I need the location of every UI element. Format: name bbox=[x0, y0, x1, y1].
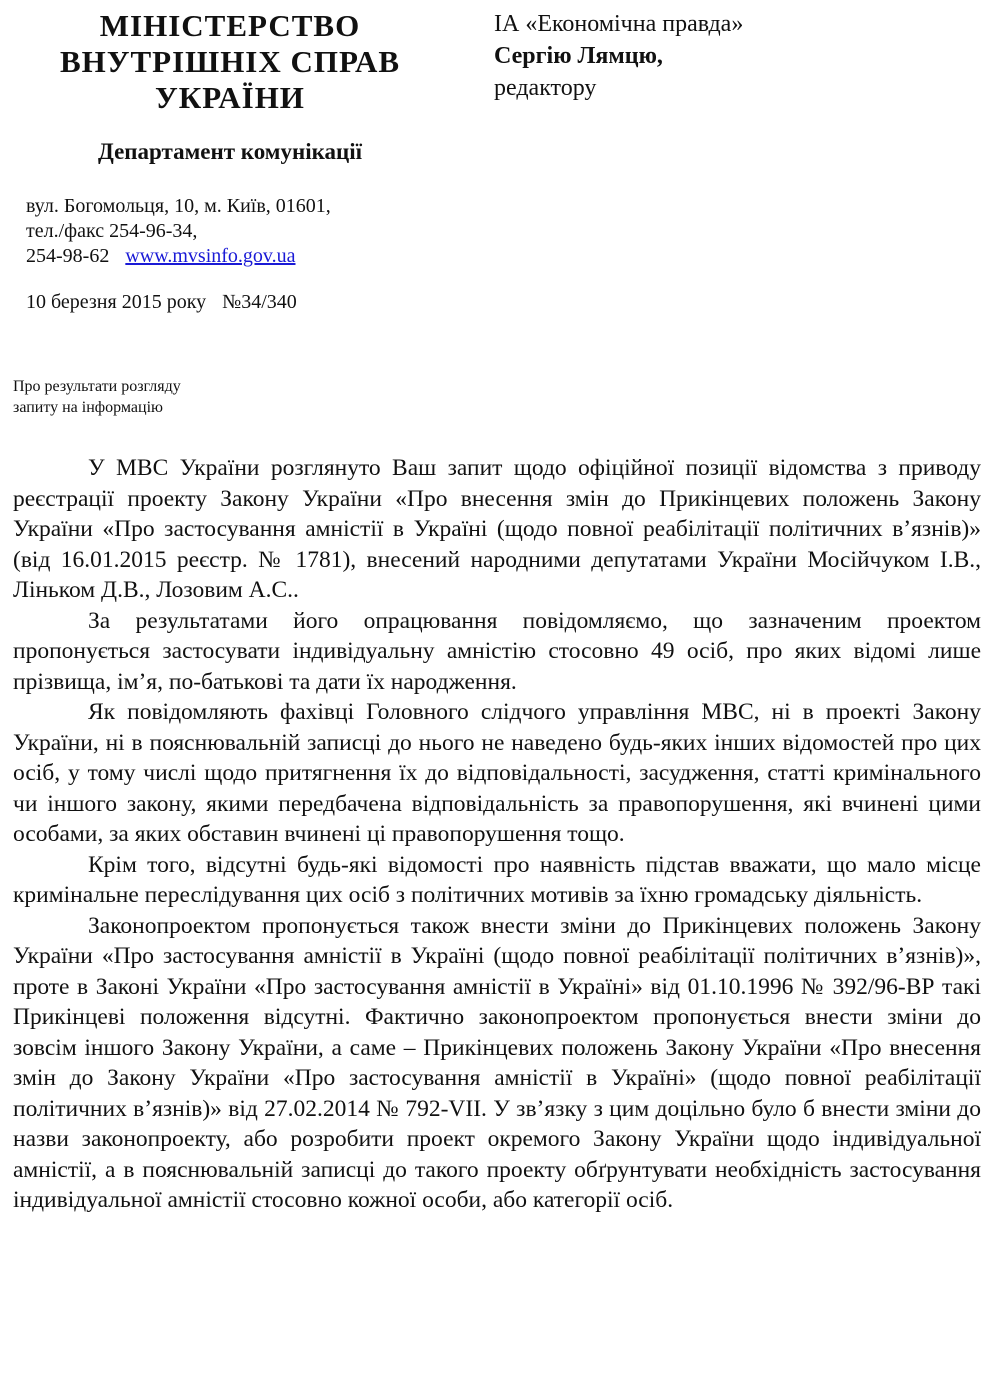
recipient-name: Сергію Лямцю, bbox=[494, 43, 663, 69]
recipient-position: редактору bbox=[494, 75, 597, 101]
date-number-line bbox=[26, 290, 440, 315]
letter-body bbox=[13, 453, 981, 1216]
recipient-agency: ІА «Економічна правда» bbox=[494, 11, 744, 37]
subject-block bbox=[13, 376, 181, 418]
subject-line: запиту на інформацію bbox=[13, 399, 163, 416]
ministry-title-line: МІНІСТЕРСТВО bbox=[99, 8, 361, 43]
address-line: вул. Богомольця, 10, м. Київ, 01601, bbox=[26, 195, 331, 217]
body-paragraph: Крім того, відсутні будь-які відомості про наявність підстав вважати, що мало місце кримінальне переслідування цих осіб з політичних мотивів за їхню громадську діяльність. bbox=[13, 851, 981, 908]
document-date: 10 березня 2015 року bbox=[26, 291, 207, 313]
phone-fax-line: тел./факс 254-96-34, bbox=[26, 220, 198, 242]
recipient-block bbox=[494, 8, 743, 104]
ministry-title bbox=[20, 8, 440, 116]
letterhead bbox=[20, 8, 440, 315]
body-paragraph: Як повідомляють фахівці Головного слідчого управління МВС, ні в проекті Закону України, ні в пояснювальній записці до нього не наведено будь-яких інших відомостей про цих осіб, у тому числі щодо притягнення їх до відповідальності, засудження, статті кримінального чи іншого закону, якими передбачена відповідальність за правопорушення, які вчинені цими особами, за яких обставин вчинені ці правопорушення тощо. bbox=[13, 699, 981, 847]
document-number: №34/340 bbox=[222, 291, 297, 313]
ministry-title-line: ВНУТРІШНІХ СПРАВ bbox=[59, 44, 401, 79]
ministry-title-line: УКРАЇНИ bbox=[155, 80, 305, 115]
subject-line: Про результати розгляду bbox=[13, 378, 181, 395]
body-paragraph: У МВС України розглянуто Ваш запит щодо офіційної позиції відомства з приводу реєстрації проекту Закону України «Про внесення змін до Прикінцевих положень Закону України «Про застосування амністії в Україні (щодо повної реабілітації політичних в’язнів)» (від 16.01.2015 реєстр. № 1781), внесений народними депутатами України Мосійчуком І.В., Ліньком Д.В., Лозовим А.С.. bbox=[13, 455, 981, 603]
contact-block bbox=[26, 194, 440, 269]
phone-website-line bbox=[26, 244, 440, 269]
body-paragraph: Законопроектом пропонується також внести зміни до Прикінцевих положень Закону України «Про застосування амністії в Україні (щодо повної реабілітації політичних в’язнів)», проте в Законі України «Про застосування амністії в Україні» від 01.10.1996 № 392/96-ВР такі Прикінцеві положення відсутні. Фактично законопроектом пропонується внести зміни до зовсім іншого Закону України, а саме – Прикінцевих положень Закону України «Про внесення змін до Закону України «Про застосування амністії в Україні» (щодо повної реабілітації політичних в’язнів)» від 27.02.2014 № 792-VII. У зв’язку з цим доцільно було б внести зміни до назви законопроекту, або розробити проект окремого Закону України щодо індивідуальної амністії, а в пояснювальній записці до такого проекту обґрунтувати необхідність застосування індивідуальної амністії стосовно кожної особи, або категорії осіб. bbox=[13, 912, 981, 1213]
body-paragraph: За результатами його опрацювання повідомляємо, що зазначеним проектом пропонується застосувати індивідуальну амністію стосовно 49 осіб, про яких відомі лише прізвища, ім’я, по-батькові та дати їх народження. bbox=[13, 607, 981, 695]
department-name: Департамент комунікації bbox=[97, 139, 363, 164]
website-link[interactable]: www.mvsinfo.gov.ua bbox=[125, 245, 296, 267]
phone-number: 254-98-62 bbox=[26, 245, 110, 267]
